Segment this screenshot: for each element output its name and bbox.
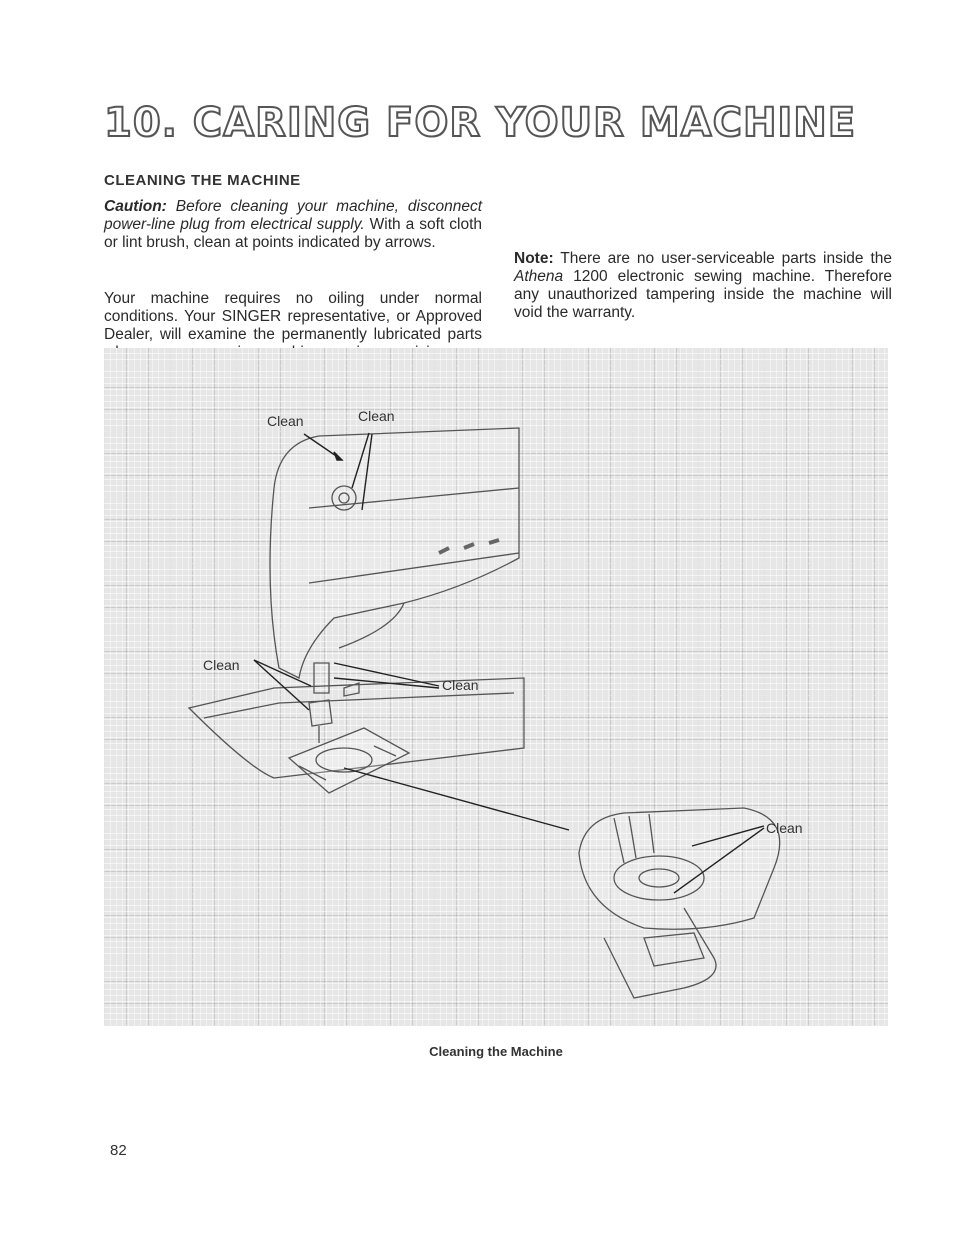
oiling-paragraph: Your machine requires no oiling under normal conditions. Your SINGER representative, or Approved Dealer, will examine the permanently lubricated parts [104, 290, 482, 343]
note-product-name: Athena [514, 268, 564, 285]
caution-text: Before cleaning your machine, disconnect power-line plug from electrical supply. [104, 198, 482, 233]
right-column [514, 250, 892, 331]
callout-clean-2: Clean [358, 408, 395, 424]
caution-label: Caution: [104, 198, 167, 215]
figure-caption: Cleaning the Machine [429, 1044, 563, 1059]
note-paragraph [514, 250, 892, 322]
callout-clean-4: Clean [442, 677, 479, 693]
brush-instruction: With a soft cloth or lint brush, clean at points indicated by arrows. [104, 216, 482, 251]
caution-paragraph [104, 198, 482, 252]
note-text-1: There are no user-serviceable parts inside the [560, 250, 892, 267]
page-title: 10. CARING FOR YOUR MACHINE [104, 100, 857, 146]
left-column [104, 172, 482, 261]
note-text-2: 1200 electronic sewing machine. Therefore any unauthorized tampering inside the machine will void the warranty. [514, 268, 892, 321]
callout-clean-3: Clean [203, 657, 240, 673]
callout-clean-1: Clean [267, 413, 304, 429]
note-label: Note: [514, 250, 554, 267]
cleaning-figure [104, 348, 888, 1059]
sewing-machine-illustration [104, 348, 888, 1026]
section-heading: CLEANING THE MACHINE [104, 172, 301, 189]
page-number: 82 [110, 1142, 127, 1159]
callout-clean-5: Clean [766, 820, 803, 836]
